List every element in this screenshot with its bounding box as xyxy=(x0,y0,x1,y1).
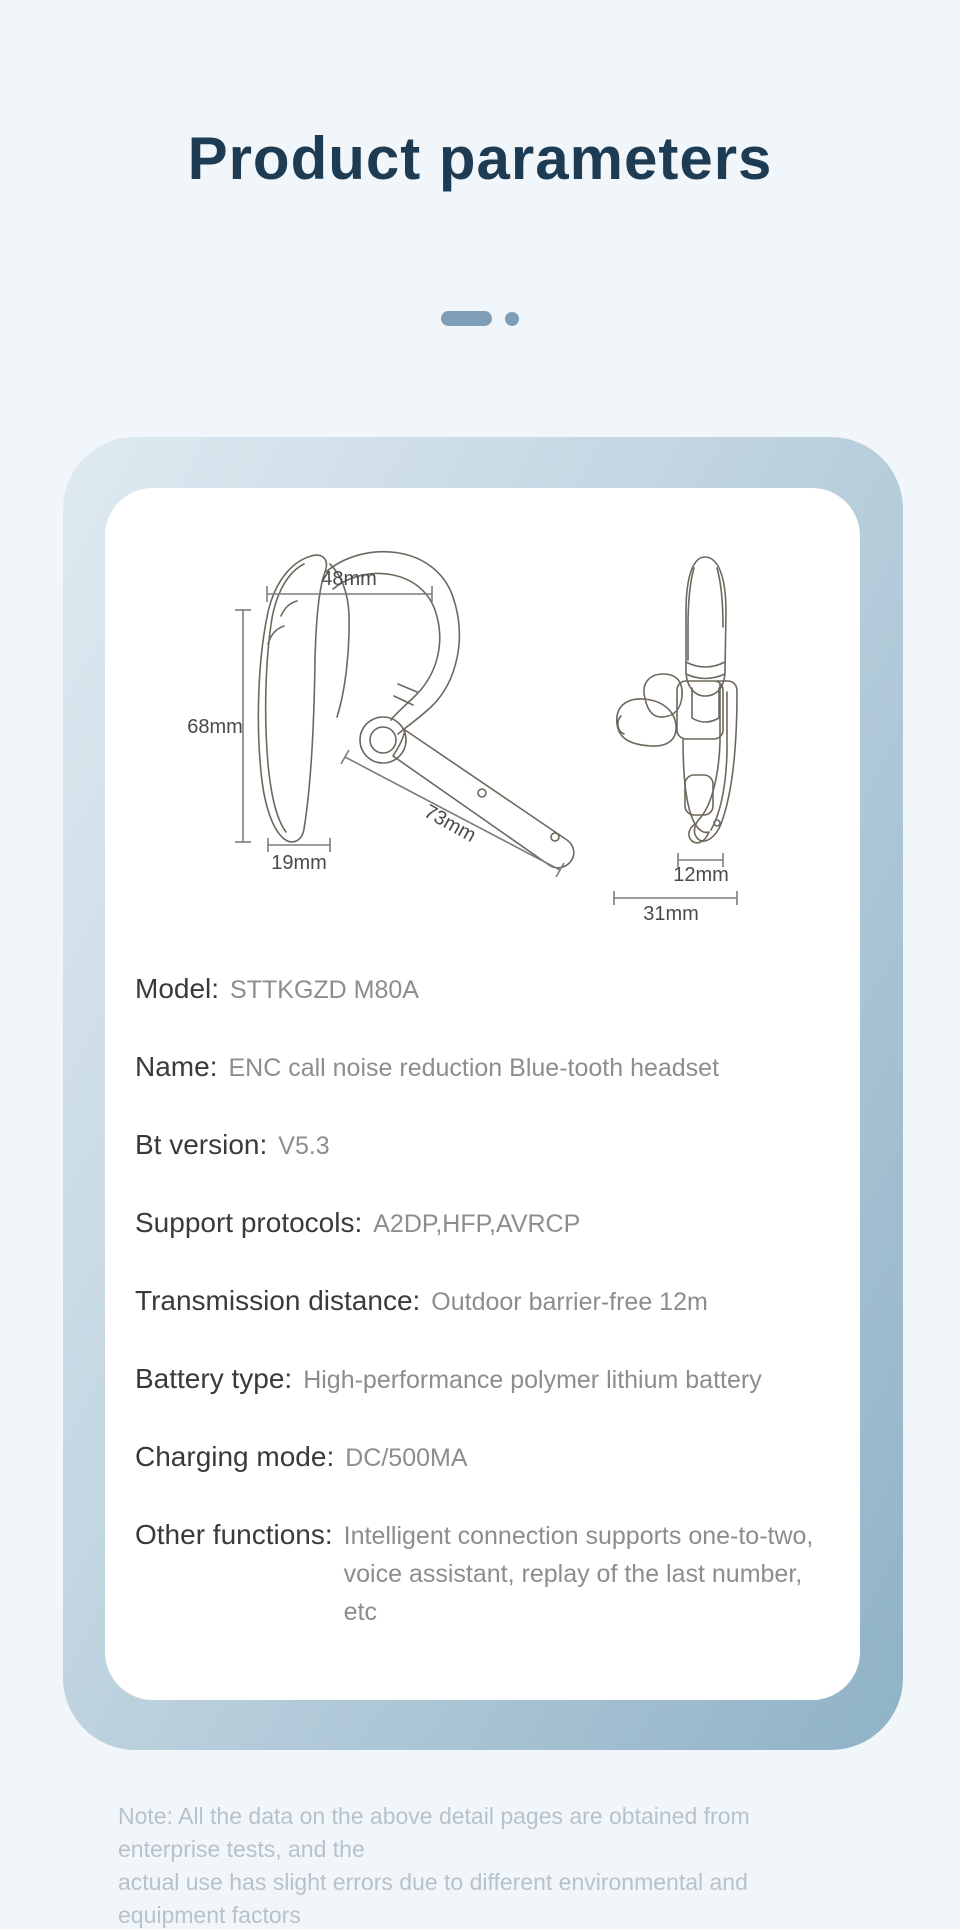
headset-front-drawing xyxy=(617,557,737,843)
spec-row xyxy=(135,1438,835,1477)
dim-48mm-label: 48mm xyxy=(321,568,377,590)
spec-value: DC/500MA xyxy=(345,1444,468,1472)
spec-row xyxy=(135,1516,835,1631)
spec-value: ENC call noise reduction Blue-tooth headset xyxy=(228,1054,720,1082)
spec-label: Name: xyxy=(135,1051,218,1082)
parameters-card-border xyxy=(63,437,903,1750)
spec-row xyxy=(135,970,835,1009)
spec-row xyxy=(135,1282,835,1321)
spec-value: Outdoor barrier-free 12m xyxy=(431,1288,708,1316)
dim-19mm-label: 19mm xyxy=(271,852,327,874)
spec-value: Intelligent connection supports one-to-two, voice assistant, replay of the last number, etc xyxy=(343,1522,814,1626)
spec-label: Model: xyxy=(135,973,220,1004)
spec-value: A2DP,HFP,AVRCP xyxy=(373,1210,581,1238)
dim-68mm-label: 68mm xyxy=(187,716,243,738)
spec-row xyxy=(135,1126,835,1165)
dim-31mm-label: 31mm xyxy=(643,903,699,925)
spec-label: Battery type: xyxy=(135,1363,293,1394)
spec-value: STTKGZD M80A xyxy=(230,976,419,1004)
spec-label: Transmission distance: xyxy=(135,1285,421,1316)
headset-dimensions-diagram xyxy=(105,502,860,932)
headset-side-drawing xyxy=(258,552,573,868)
title-divider xyxy=(0,311,960,326)
spec-label: Charging mode: xyxy=(135,1441,335,1472)
dim-12mm-label: 12mm xyxy=(673,864,729,886)
divider-bar-icon xyxy=(441,311,492,326)
footer-note-line1: Note: All the data on the above detail pages are obtained from enterprise tests, and the xyxy=(118,1803,750,1862)
page-title: Product parameters xyxy=(187,125,773,192)
spec-value: High-performance polymer lithium battery xyxy=(303,1366,762,1394)
spec-label: Other functions: xyxy=(135,1519,333,1550)
spec-label: Support protocols: xyxy=(135,1207,363,1238)
dimension-19mm xyxy=(268,838,330,874)
divider-dot-icon xyxy=(505,312,519,326)
footer-note xyxy=(118,1800,858,1929)
spec-row xyxy=(135,1360,835,1399)
spec-list xyxy=(135,970,835,1670)
spec-row xyxy=(135,1204,835,1243)
spec-label: Bt version: xyxy=(135,1129,268,1160)
dimension-68mm xyxy=(187,610,251,842)
spec-value: V5.3 xyxy=(278,1132,330,1160)
spec-row xyxy=(135,1048,835,1087)
dimension-12mm xyxy=(673,853,729,886)
dimension-73mm xyxy=(341,750,564,877)
parameters-card xyxy=(105,488,860,1700)
footer-note-line2: actual use has slight errors due to different environmental and equipment factors xyxy=(118,1869,748,1928)
dim-73mm-label: 73mm xyxy=(420,800,480,847)
dimension-31mm xyxy=(614,891,737,925)
